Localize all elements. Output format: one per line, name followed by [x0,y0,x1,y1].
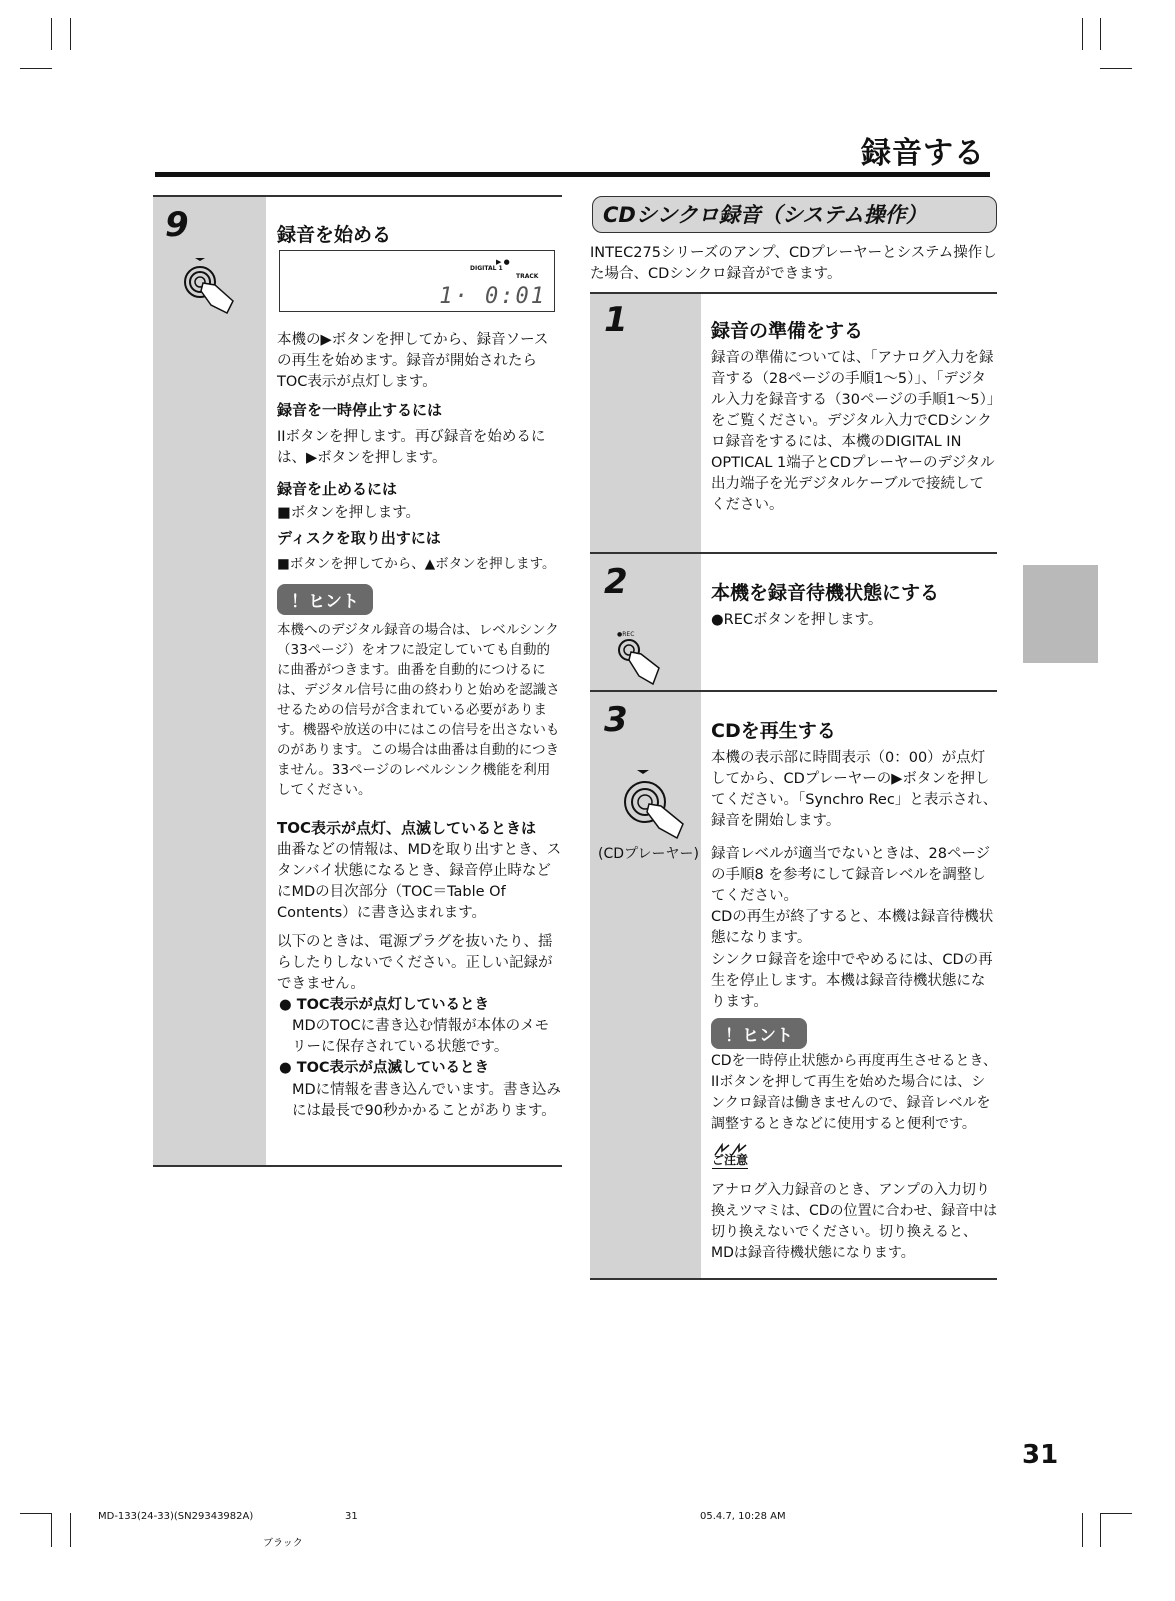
hint-badge: ！ヒント [711,1018,807,1049]
bullet-2-heading: ● TOC表示が点滅しているとき [279,1060,490,1076]
step-heading: 録音の準備をする [711,320,864,342]
cd-play-button-icon [615,768,693,840]
side-tab [1023,565,1098,663]
step-3-p2: 録音レベルが適当でないときは、28ページの手順8 を参考にして録音レベルを調整してください。 [711,846,991,904]
footer-doc-id: MD-133(24-33)(SN29343982A) [98,1511,254,1522]
play-button-icon [175,255,245,317]
section-intro: INTEC275シリーズのアンプ、CDプレーヤーとシステム操作した場合、CDシンクロ録音ができます。 [590,245,997,282]
page-title: 録音する [861,136,985,171]
lcd-track-indicator: TRACK [516,273,539,280]
step-2-text: ●RECボタンを押します。 [711,612,883,628]
stop-heading: 録音を止めるには [277,480,398,498]
footer-page: 31 [345,1511,358,1522]
crop-mark [70,1513,71,1547]
page-number: 31 [1022,1440,1059,1470]
step-heading: 本機を録音待機状態にする [711,582,940,604]
crop-mark [1082,1513,1083,1547]
lcd-digits: 1· 0:01 [439,284,546,309]
footer-date: 05.4.7, 10:28 AM [700,1511,786,1522]
crop-mark [70,18,71,50]
step-number: 3 [604,700,628,740]
hint-badge: ！ヒント [277,584,373,615]
eject-heading: ディスクを取り出すには [277,529,441,547]
step-3-p1: 本機の表示部に時間表示（0：00）が点灯してから、CDプレーヤーの▶ボタンを押してください。「Synchro Rec」と表示され、録音を開始します。 [711,750,998,829]
toc-heading: TOC表示が点灯、点滅しているときは [277,819,536,837]
step-heading: CDを再生する [711,720,836,742]
eject-text: ■ボタンを押してから、▲ボタンを押します。 [277,556,556,572]
step-gray-column [153,197,266,1165]
step-number: 1 [604,300,628,340]
crop-mark [1100,1513,1101,1547]
step-3-p3: CDの再生が終了すると、本機は録音待機状態になります。 [711,909,994,946]
step-number: 2 [604,562,628,602]
crop-mark [1100,68,1132,69]
crop-mark [20,68,52,69]
caution-label: ご注意 [712,1153,749,1167]
step-number: 9 [165,205,189,245]
lcd-display [279,250,555,312]
crop-mark [1100,1513,1132,1514]
hint-text: CDを一時停止状態から再度再生させるとき、IIボタンを押して再生を始めた場合には、シンクロ録音は働きませんので、録音レベルを調整するときなどに使用すると便利です。 [711,1053,997,1132]
lcd-play-indicator-icon: ▶ ● [496,258,510,266]
rec-button-label: ●REC [617,631,635,638]
lcd-digital-indicator: DIGITAL 1 [470,265,503,272]
step-heading: 録音を始める [277,224,392,246]
crop-mark [1100,18,1101,50]
rec-button-icon [615,638,675,690]
title-rule [155,172,990,177]
crop-mark [20,1513,52,1514]
step-intro: 本機の▶ボタンを押してから、録音ソースの再生を始めます。録音が開始されたらTOC表示が点灯します。 [277,332,549,390]
pause-text: IIボタンを押します。再び録音を始めるには、▶ボタンを押します。 [277,429,546,466]
bullet-1-text: MDのTOCに書き込む情報が本体のメモリーに保存されている状態です。 [292,1018,550,1055]
step-3-p4: シンクロ録音を途中でやめるには、CDの再生を停止します。本機は録音待機状態になります。 [711,952,993,1010]
caution-text: アナログ入力録音のとき、アンプの入力切り換えツマミは、CDの位置に合わせ、録音中は切り換えないでください。切り換えると、MDは録音待機状態になります。 [711,1182,998,1261]
section-banner: CDシンクロ録音（システム操作） [592,196,997,233]
bullet-1-heading: ● TOC表示が点灯しているとき [279,997,490,1013]
hint-text: 本機へのデジタル録音の場合は、レベルシンク（33ページ）をオフに設定していても自動的に曲番がつきます。曲番を自動的につけるには、デジタル信号に曲の終わりと始めを認識させるための信号が含まれている必要があります。機器や放送の中にはこの信号を出さないものがあります。この場合は曲番は自動的につきません。33ページのレベルシンク機能を利用してください。 [277,622,560,798]
stop-text: ■ボタンを押します。 [277,505,421,521]
warning-text: 以下のときは、電源プラグを抜いたり、揺らしたりしないでください。正しい記録ができません。 [277,934,553,992]
step-1-text: 録音の準備については、「アナログ入力を録音する（28ページの手順1〜5）」、「デジタル入力を録音する（30ページの手順1〜5）」をご覧ください。デジタル入力でCDシンクロ録音をするには、本機のDIGITAL IN OPTICAL 1端子とCDプレーヤーのデジタル出力端子を光デジタルケーブルで接続してください。 [711,350,995,513]
crop-mark [51,1513,52,1547]
toc-text: 曲番などの情報は、MDを取り出すとき、スタンバイ状態になるとき、録音停止時などにMDの目次部分（TOC＝Table Of Contents）に書き込まれます。 [277,842,562,921]
bullet-2-text: MDに情報を書き込んでいます。書き込みには最長で90秒かかることがあります。 [292,1082,562,1119]
crop-mark [51,18,52,50]
pause-heading: 録音を一時停止するには [277,401,443,419]
crop-mark [1082,18,1083,50]
cd-player-caption: (CDプレーヤー) [598,846,699,862]
footer-color: ブラック [263,1538,303,1549]
